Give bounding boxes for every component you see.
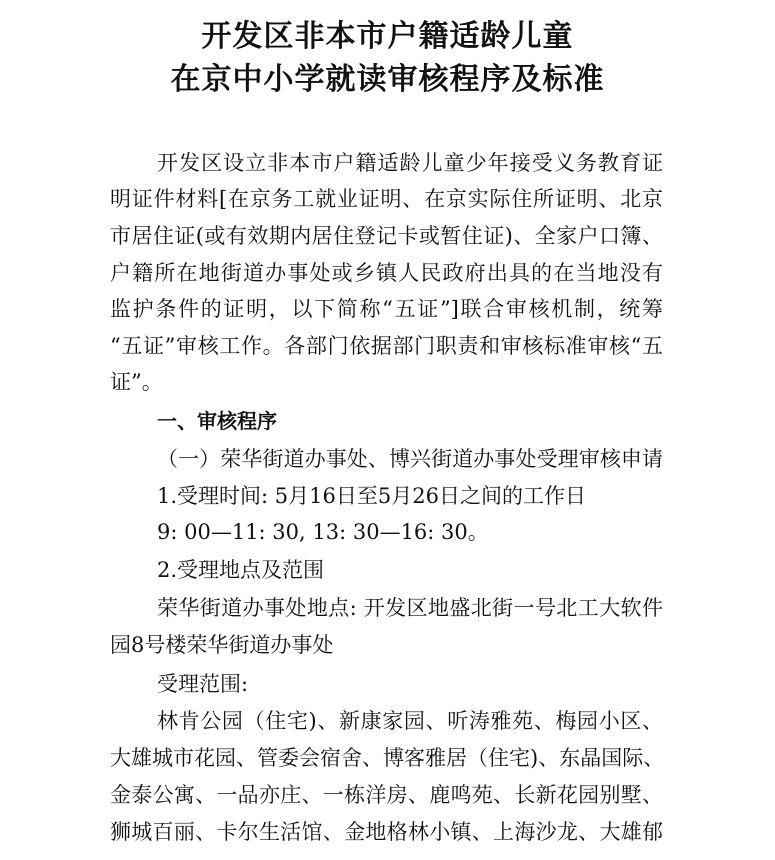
ronghua-address-line-2: 园8号楼荣华街道办事处 (110, 633, 334, 657)
intro-line-7: 证”。 (110, 370, 163, 394)
section-heading-review-procedure: 一、审核程序 (157, 409, 277, 433)
document-title-line-1: 开发区非本市户籍适龄儿童 (201, 19, 574, 54)
item-2-location-and-scope: 2.受理地点及范围 (157, 558, 325, 582)
scope-list-line-1: 林肯公园（住宅)、新康家园、听涛雅苑、梅园小区、 (157, 709, 663, 733)
intro-line-5: 监护条件的证明，以下简称“五证”]联合审核机制，统筹 (110, 297, 663, 321)
scope-list-line-2: 大雄城市花园、管委会宿舍、博客雅居（住宅)、东晶国际、 (110, 746, 665, 770)
scope-label: 受理范围: (157, 672, 249, 696)
ronghua-address-line-1: 荣华街道办事处地点: 开发区地盛北街一号北工大软件 (157, 596, 663, 620)
intro-line-3: 市居住证(或有效期内居住登记卡或暂住证)、全家户口簿、 (110, 224, 663, 248)
item-1-time-ranges: 9: 00—11: 30, 13: 30—16: 30。 (157, 520, 489, 544)
intro-line-1: 开发区设立非本市户籍适龄儿童少年接受义务教育证 (157, 151, 663, 175)
intro-line-4: 户籍所在地街道办事处或乡镇人民政府出具的在当地没有 (110, 261, 663, 285)
subsection-heading-1: （一）荣华街道办事处、博兴街道办事处受理审核申请 (157, 447, 663, 471)
intro-line-6: “五证”审核工作。各部门依据部门职责和审核标准审核“五 (110, 334, 663, 358)
item-1-acceptance-time: 1.受理时间: 5月16日至5月26日之间的工作日 (157, 484, 586, 508)
intro-line-2: 明证件材料[在京务工就业证明、在京实际住所证明、北京 (110, 187, 663, 211)
scope-list-line-3: 金泰公寓、一品亦庄、一栋洋房、鹿鸣苑、长新花园别墅、 (110, 783, 663, 807)
scope-list-line-4: 狮城百丽、卡尔生活馆、金地格林小镇、上海沙龙、大雄郁 (110, 820, 663, 844)
document-title-line-2: 在京中小学就读审核程序及标准 (170, 62, 605, 97)
